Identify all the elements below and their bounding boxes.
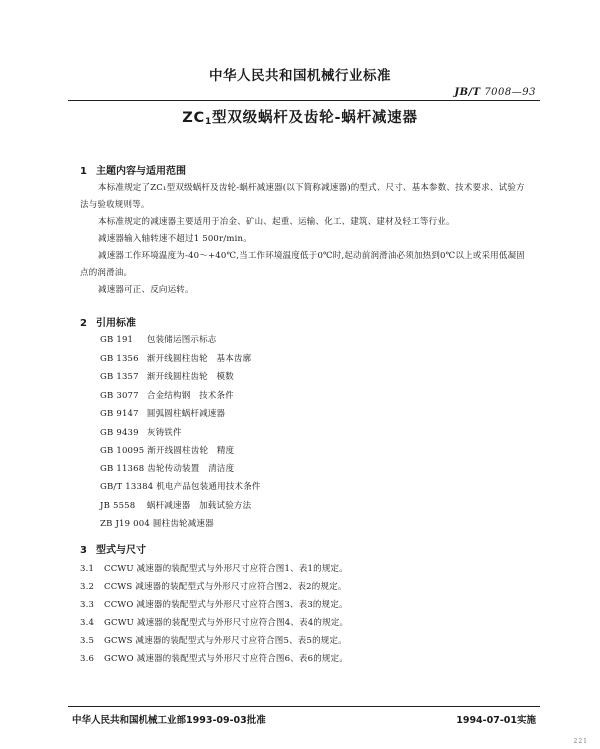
reference-title: 渐开线圆柱齿轮 模数 — [146, 372, 234, 382]
reference-title: 圆柱齿轮减速器 — [152, 519, 214, 529]
clause-item — [80, 652, 348, 664]
reference-code: GB 11368 — [100, 464, 145, 474]
reference-item — [100, 499, 251, 511]
reference-item — [100, 480, 261, 492]
clause-number: 3.4 — [80, 618, 95, 628]
implementation-date: 1994-07-01实施 — [456, 715, 536, 726]
clause-item — [80, 562, 348, 574]
reference-item — [100, 444, 234, 456]
reference-item — [100, 370, 234, 382]
section-1-para-scope: 本标准规定了ZC₁型双级蜗杆及齿轮-蜗杆减速器(以下简称减速器)的型式、尺寸、基本参数、技术要求、试验方法与验收规则等。 — [80, 183, 525, 210]
reference-title: 包装储运图示标志 — [146, 335, 217, 345]
clause-item — [80, 616, 348, 628]
section-3-title: 型式与尺寸 — [96, 545, 146, 556]
reference-item — [100, 389, 234, 401]
clause-number: 3.3 — [80, 600, 95, 610]
reference-title: 机电产品包装通用技术条件 — [156, 482, 261, 492]
section-3-heading — [80, 541, 146, 556]
bottom-divider — [68, 706, 540, 707]
reference-title: 齿轮传动装置 清洁度 — [147, 464, 235, 474]
section-1-para-temperature: 减速器工作环境温度为-40～+40℃,当工作环境温度低于0℃时,起动前润滑油必须加热到0℃以上或采用低凝固点的润滑油。 — [80, 251, 525, 278]
reference-code: JB 5558 — [100, 501, 136, 511]
clause-text: CCWS 减速器的装配型式与外形尺寸应符合图2、表2的规定。 — [104, 582, 347, 592]
section-2-heading — [80, 314, 136, 329]
clause-text: CCWU 减速器的装配型式与外形尺寸应符合图1、表1的规定。 — [104, 564, 348, 574]
reference-code: GB/T 13384 — [100, 482, 154, 492]
section-1-heading — [80, 162, 186, 177]
section-2-title: 引用标准 — [96, 318, 136, 329]
title-rest: 型双级蜗杆及齿轮-蜗杆减速器 — [212, 110, 418, 126]
reference-title: 蜗杆减速器 加载试验方法 — [146, 501, 252, 511]
section-1-para-application: 本标准规定的减速器主要适用于冶金、矿山、起重、运输、化工、建筑、建材及轻工等行业。 — [98, 217, 455, 227]
reference-title: 渐开线圆柱齿轮 精度 — [147, 446, 235, 456]
reference-title: 合金结构钢 技术条件 — [146, 391, 234, 401]
section-1-title: 主题内容与适用范围 — [96, 166, 186, 177]
reference-code: GB 191 — [100, 335, 134, 345]
clause-number: 3.6 — [80, 654, 95, 664]
reference-item — [100, 352, 251, 364]
reference-code: GB 3077 — [100, 391, 139, 401]
clause-item — [80, 634, 347, 646]
clause-item — [80, 598, 348, 610]
reference-item — [100, 407, 225, 419]
clause-number: 3.2 — [80, 582, 95, 592]
reference-item — [100, 333, 217, 345]
reference-title: 灰铸铁件 — [146, 428, 182, 438]
clause-number: 3.1 — [80, 564, 95, 574]
standard-code — [454, 87, 536, 98]
approval-statement: 中华人民共和国机械工业部1993-09-03批准 — [72, 715, 266, 726]
page-number: 221 — [573, 738, 588, 745]
reference-code: GB 9439 — [100, 428, 139, 438]
clause-text: GCWO 减速器的装配型式与外形尺寸应符合图6、表6的规定。 — [104, 654, 349, 664]
title-model-prefix: ZC — [182, 110, 205, 126]
reference-code: GB 10095 — [100, 446, 145, 456]
section-1-para-speed: 减速器输入轴转速不超过1 500r/min。 — [98, 234, 252, 244]
reference-code: GB 1356 — [100, 354, 139, 364]
standard-category-title: 中华人民共和国机械行业标准 — [209, 68, 391, 84]
section-3-number: 3 — [80, 545, 87, 556]
top-divider — [68, 100, 540, 101]
reference-title: 圆弧圆柱蜗杆减速器 — [146, 409, 226, 419]
reference-item — [100, 426, 182, 438]
clause-text: GCWU 减速器的装配型式与外形尺寸应符合图4、表4的规定。 — [104, 618, 349, 628]
section-1-para-rotation: 减速器可正、反向运转。 — [98, 285, 194, 295]
section-1-number: 1 — [80, 166, 87, 177]
reference-item — [100, 517, 214, 529]
reference-title: 渐开线圆柱齿轮 基本齿廓 — [146, 354, 252, 364]
clause-item — [80, 580, 347, 592]
clause-text: GCWS 减速器的装配型式与外形尺寸应符合图5、表5的规定。 — [104, 636, 347, 646]
section-2-number: 2 — [80, 318, 87, 329]
clause-number: 3.5 — [80, 636, 95, 646]
reference-item — [100, 462, 234, 474]
title-model-subscript: 1 — [204, 117, 213, 127]
clause-text: CCWO 减速器的装配型式与外形尺寸应符合图3、表3的规定。 — [104, 600, 348, 610]
document-title — [0, 106, 600, 127]
standard-code-number: 7008—93 — [484, 87, 536, 98]
standard-code-prefix: JB/T — [454, 87, 481, 98]
reference-code: GB 9147 — [100, 409, 139, 419]
reference-code: GB 1357 — [100, 372, 139, 382]
reference-code: ZB J19 004 — [100, 519, 151, 529]
